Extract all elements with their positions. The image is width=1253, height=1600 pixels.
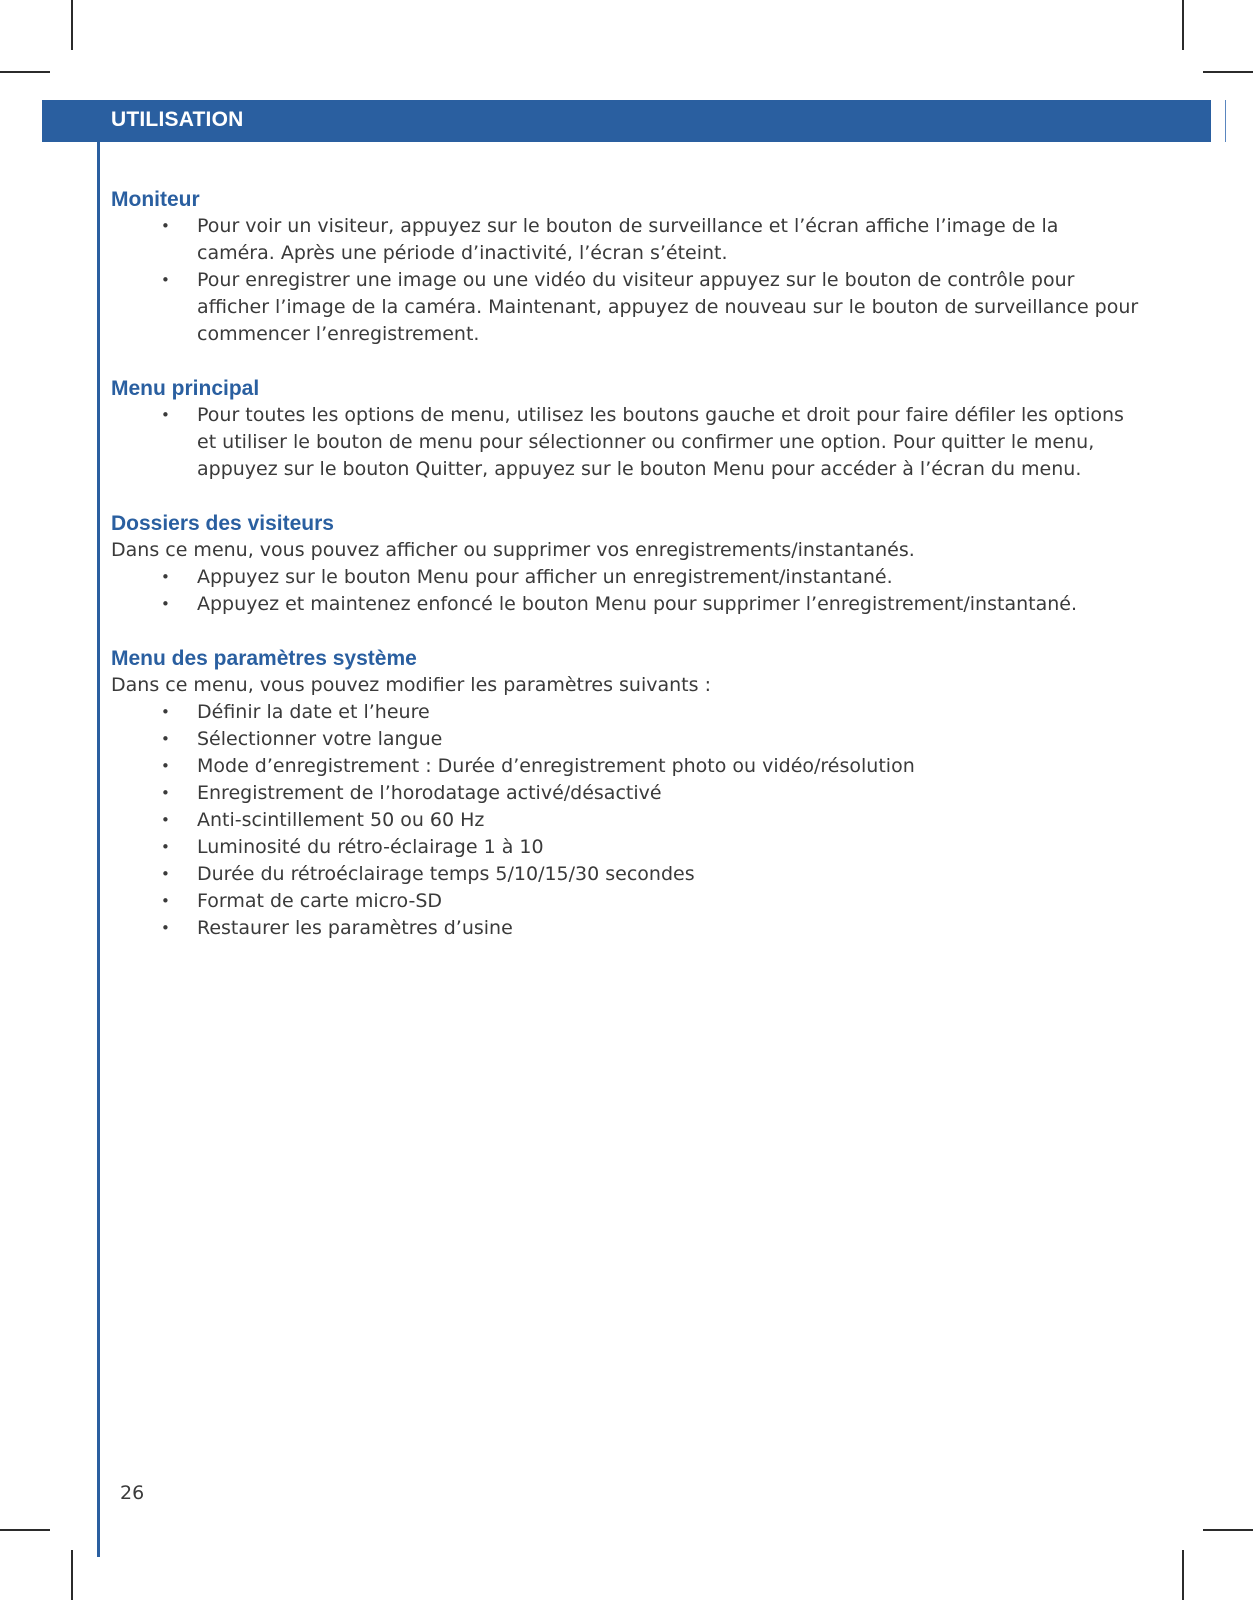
bullet-icon: • <box>161 919 170 937</box>
list-item-text: Pour enregistrer une image ou une vidéo du visiteur appuyez sur le bouton de contrôle pour afficher l’image de la caméra. Maintenant, appuyez de nouveau sur le bouton de surveillance pour commencer l’enregistrement. <box>197 269 1139 345</box>
section <box>111 375 1141 483</box>
bullet-icon: • <box>161 217 170 235</box>
list-item-text: Format de carte micro-SD <box>197 890 443 912</box>
list-item <box>111 699 1141 726</box>
section <box>111 186 1141 348</box>
bullet-icon: • <box>161 730 170 748</box>
bullet-icon: • <box>161 757 170 775</box>
list-item <box>111 213 1141 267</box>
bullet-icon: • <box>161 595 170 613</box>
crop-mark-bottom-left-h <box>0 1529 50 1531</box>
bullet-icon: • <box>161 271 170 289</box>
bullet-icon: • <box>161 568 170 586</box>
section-heading: Dossiers des visiteurs <box>111 512 334 535</box>
crop-mark-top-right-h <box>1203 71 1253 73</box>
list-item-text: Définir la date et l’heure <box>197 701 430 723</box>
section-intro: Dans ce menu, vous pouvez modifier les paramètres suivants : <box>111 674 711 696</box>
crop-mark-bottom-right <box>1182 1550 1184 1600</box>
bullet-icon: • <box>161 784 170 802</box>
list-item-text: Anti-scintillement 50 ou 60 Hz <box>197 809 485 831</box>
document-body <box>111 186 1141 969</box>
header-divider <box>1225 100 1226 142</box>
list-item <box>111 807 1141 834</box>
crop-mark-top-right <box>1182 0 1184 50</box>
bullet-icon: • <box>161 703 170 721</box>
list-item <box>111 915 1141 942</box>
bullet-list <box>111 213 1141 348</box>
list-item-text: Appuyez et maintenez enfoncé le bouton Menu pour supprimer l’enregistrement/instantané. <box>197 593 1077 615</box>
bullet-list <box>111 402 1141 483</box>
list-item <box>111 564 1141 591</box>
section-intro: Dans ce menu, vous pouvez afficher ou supprimer vos enregistrements/instantanés. <box>111 539 915 561</box>
crop-mark-top-left-h <box>0 71 50 73</box>
crop-mark-top-left <box>71 0 73 50</box>
bullet-list <box>111 564 1141 618</box>
list-item <box>111 753 1141 780</box>
list-item <box>111 726 1141 753</box>
crop-mark-bottom-left <box>71 1550 73 1600</box>
list-item-text: Pour toutes les options de menu, utilisez les boutons gauche et droit pour faire défiler les options et utiliser le bouton de menu pour sélectionner ou confirmer une option. Pour quitter le menu, appuyez sur le bouton Quitter, appuyez sur le bouton Menu pour accéder à l’écran du menu. <box>197 404 1124 480</box>
section-heading: Menu principal <box>111 377 260 400</box>
section-heading: Menu des paramètres système <box>111 647 417 670</box>
list-item <box>111 834 1141 861</box>
list-item-text: Restaurer les paramètres d’usine <box>197 917 513 939</box>
page-number: 26 <box>120 1482 145 1504</box>
bullet-list <box>111 699 1141 942</box>
list-item-text: Enregistrement de l’horodatage activé/désactivé <box>197 782 662 804</box>
list-item <box>111 861 1141 888</box>
list-item-text: Durée du rétroéclairage temps 5/10/15/30 secondes <box>197 863 695 885</box>
list-item <box>111 267 1141 348</box>
section-heading: Moniteur <box>111 188 200 211</box>
section <box>111 645 1141 942</box>
list-item <box>111 402 1141 483</box>
list-item-text: Appuyez sur le bouton Menu pour afficher un enregistrement/instantané. <box>197 566 893 588</box>
list-item <box>111 888 1141 915</box>
crop-mark-bottom-right-h <box>1203 1529 1253 1531</box>
bullet-icon: • <box>161 865 170 883</box>
section <box>111 510 1141 618</box>
list-item <box>111 591 1141 618</box>
bullet-icon: • <box>161 811 170 829</box>
list-item-text: Sélectionner votre langue <box>197 728 443 750</box>
bullet-icon: • <box>161 406 170 424</box>
bullet-icon: • <box>161 892 170 910</box>
page-title: UTILISATION <box>111 108 244 131</box>
list-item-text: Luminosité du rétro-éclairage 1 à 10 <box>197 836 544 858</box>
left-margin-rule <box>97 142 100 1557</box>
list-item <box>111 780 1141 807</box>
list-item-text: Mode d’enregistrement : Durée d’enregistrement photo ou vidéo/résolution <box>197 755 915 777</box>
bullet-icon: • <box>161 838 170 856</box>
list-item-text: Pour voir un visiteur, appuyez sur le bouton de surveillance et l’écran affiche l’image de la caméra. Après une période d’inactivité, l’écran s’éteint. <box>197 215 1059 264</box>
